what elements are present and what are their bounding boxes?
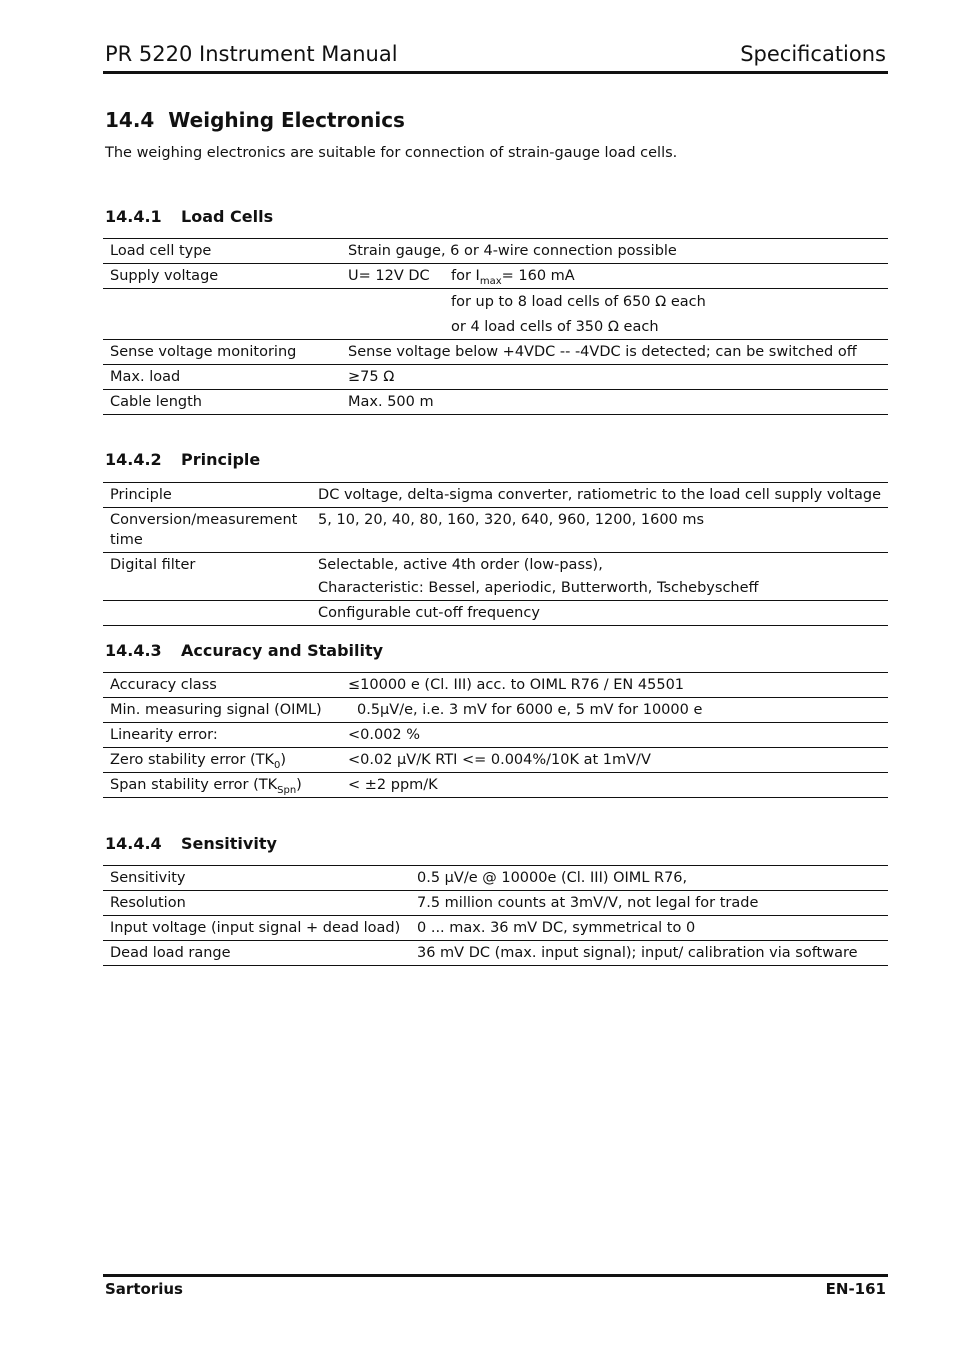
subsection-number: 14.4.4	[105, 834, 162, 853]
supply-current-prefix: for I	[451, 268, 480, 284]
row-label: Principle	[103, 483, 311, 508]
load-cell-count-650: for up to 8 load cells of 650 Ω each	[451, 294, 706, 310]
section-number: 14.4	[105, 108, 155, 132]
table-row	[103, 390, 888, 415]
supply-voltage-value: U= 12V DC	[348, 268, 430, 284]
row-value: Configurable cut-off frequency	[311, 601, 888, 626]
row-label: Cable length	[103, 390, 341, 415]
table-row	[103, 773, 888, 798]
row-value	[341, 264, 888, 289]
label-text: Zero stability error (TK	[110, 752, 275, 768]
footer-rule	[103, 1274, 888, 1277]
row-value: <0.002 %	[341, 723, 888, 748]
table-row	[103, 723, 888, 748]
row-label: Conversion/measurement time	[103, 508, 311, 553]
subsection-number: 14.4.1	[105, 207, 162, 226]
table-row	[103, 340, 888, 365]
row-value: 36 mV DC (max. input signal); input/ calibration via software	[410, 941, 888, 966]
table-row	[103, 508, 888, 553]
table-row	[103, 264, 888, 289]
page-number: EN-161	[825, 1280, 886, 1298]
table-row	[103, 483, 888, 508]
row-label: Sense voltage monitoring	[103, 340, 341, 365]
sensitivity-heading	[105, 834, 277, 853]
supply-current-subscript: max	[479, 275, 502, 287]
chapter-title: Specifications	[740, 42, 886, 66]
table-row	[103, 916, 888, 941]
row-label: Dead load range	[103, 941, 410, 966]
principle-table	[103, 482, 888, 626]
row-label: Resolution	[103, 891, 410, 916]
label-text: Span stability error (TK	[110, 777, 278, 793]
section-title: Weighing Electronics	[168, 108, 405, 132]
accuracy-heading	[105, 641, 383, 660]
table-row	[103, 698, 888, 723]
subsection-number: 14.4.3	[105, 641, 162, 660]
row-label: Input voltage (input signal + dead load)	[103, 916, 410, 941]
section-intro: The weighing electronics are suitable for connection of strain-gauge load cells.	[105, 145, 678, 161]
load-cells-heading	[105, 207, 273, 226]
row-value: ≥75 Ω	[341, 365, 888, 390]
row-label: Supply voltage	[103, 264, 341, 289]
row-value: DC voltage, delta-sigma converter, ratiometric to the load cell supply voltage	[311, 483, 888, 508]
row-value: <0.02 μV/K RTI <= 0.004%/10K at 1mV/V	[341, 748, 888, 773]
row-value: Sense voltage below +4VDC -- -4VDC is detected; can be switched off	[341, 340, 888, 365]
footer-brand: Sartorius	[105, 1280, 183, 1298]
page-header	[103, 40, 888, 72]
row-value: Strain gauge, 6 or 4-wire connection possible	[341, 239, 888, 264]
row-value: ≤10000 e (Cl. III) acc. to OIML R76 / EN 45501	[341, 673, 888, 698]
table-row	[103, 601, 888, 626]
load-cells-table	[103, 238, 888, 415]
row-label	[103, 601, 311, 626]
subsection-title: Principle	[181, 450, 261, 469]
accuracy-table	[103, 672, 888, 798]
subsection-title: Sensitivity	[181, 834, 277, 853]
row-value: Max. 500 m	[341, 390, 888, 415]
row-value: 0.5 μV/e @ 10000e (Cl. III) OIML R76,	[410, 866, 888, 891]
table-row	[103, 239, 888, 264]
supply-current-value: = 160 mA	[501, 268, 575, 284]
row-label: Load cell type	[103, 239, 341, 264]
row-label: Accuracy class	[103, 673, 341, 698]
filter-type: Selectable, active 4th order (low-pass),	[318, 557, 603, 573]
table-row	[103, 553, 888, 601]
subsection-title: Accuracy and Stability	[181, 641, 384, 660]
table-row	[103, 365, 888, 390]
row-value: < ±2 ppm/K	[341, 773, 888, 798]
section-heading	[105, 108, 405, 132]
subsection-title: Load Cells	[181, 207, 274, 226]
table-row	[103, 866, 888, 891]
row-label: Digital filter	[103, 553, 311, 601]
row-label: Linearity error:	[103, 723, 341, 748]
row-label	[103, 289, 341, 340]
row-value: 0.5μV/e, i.e. 3 mV for 6000 e, 5 mV for 10000 e	[341, 698, 888, 723]
row-value: 0 ... max. 36 mV DC, symmetrical to 0	[410, 916, 888, 941]
label-close: )	[296, 777, 302, 793]
load-cell-count-350: or 4 load cells of 350 Ω each	[451, 319, 659, 335]
row-value: 7.5 million counts at 3mV/V, not legal for trade	[410, 891, 888, 916]
row-label: Max. load	[103, 365, 341, 390]
row-value	[311, 553, 888, 601]
subsection-number: 14.4.2	[105, 450, 162, 469]
table-row	[103, 941, 888, 966]
sensitivity-table	[103, 865, 888, 966]
table-row	[103, 748, 888, 773]
row-value	[341, 289, 888, 340]
header-rule	[103, 71, 888, 74]
label-close: )	[280, 752, 287, 768]
principle-heading	[105, 450, 260, 469]
label-subscript: Spn	[277, 784, 297, 796]
table-row	[103, 289, 888, 340]
row-value: 5, 10, 20, 40, 80, 160, 320, 640, 960, 1200, 1600 ms	[311, 508, 888, 553]
row-label: Min. measuring signal (OIML)	[103, 698, 341, 723]
label-subscript: 0	[274, 759, 281, 771]
row-label	[103, 748, 341, 773]
table-row	[103, 891, 888, 916]
table-row	[103, 673, 888, 698]
filter-characteristic: Characteristic: Bessel, aperiodic, Butterworth, Tschebyscheff	[318, 580, 759, 596]
row-label	[103, 773, 341, 798]
manual-title: PR 5220 Instrument Manual	[105, 42, 398, 66]
row-label: Sensitivity	[103, 866, 410, 891]
